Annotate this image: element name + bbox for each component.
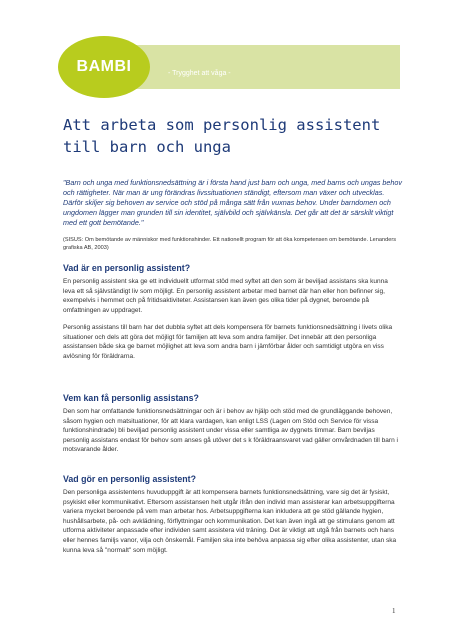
page-title: [63, 114, 403, 158]
section-heading: Vad gör en personlig assistent?: [63, 474, 196, 484]
section-paragraph: En personlig assistent ska ge ett individuellt utformat stöd med syftet att den som är beviljad assistans ska kunna leva ett så självständigt liv som möjligt. En personlig assistent arbetar med barnet där han eller hon befinner sig, exempelvis i hemmet och på fritidsaktiviteter. Assistansen kan även ges olika tider på dygnet, beroende på omfattningen av uppdraget.: [63, 278, 388, 314]
logo-text: BAMBI: [76, 58, 132, 75]
quote-source: (SISUS: Om bemötande av människor med funktionshinder. Ett nationellt program för att öka kompetensen om bemötande. Lenanders grafiska AB, 2003): [63, 237, 397, 252]
title-line-2: till barn och unga: [63, 138, 231, 156]
logo-tagline: - Trygghet att våga -: [168, 70, 231, 77]
section-paragraph: Personlig assistans till barn har det dubbla syftet att dels kompensera för barnets funktionsnedsättning i livets olika situationer och dels att göra det möjligt för familjen att leva som andra familjer. Det innebär att den personliga assistansen både ska ge barnet möjlighet att leva som andra barn i jämförbar ålder och samtidigt utgöra en viss avlösning för föräldrarna.: [63, 324, 393, 360]
title-line-1: Att arbeta som personlig assistent: [63, 116, 381, 134]
section-paragraph: Den personliga assistentens huvuduppgift är att kompensera barnets funktionsnedsättning, vare sig det är fysiskt, psykiskt eller kommunikativt. Eftersom assistansen helt utgår ifrån den individ man assisterar kan arbetsuppgifterna variera mycket beroende på vem man arbetar hos. Arbetsuppgifterna kan inkludera att ge stöd gällande hygien, hushållsarbete, på- och avklädning, förflyttningar och kommunikation. Det kan även ingå att ge stimulans genom att utforma aktiviteter anpassade efter individen samt assistera vid träning. Det är viktigt att utgå från barnets och hans eller hennes familjs vanor, vilja och önskemål. Familjen ska inte behöva anpassa sig efter olika assistenter, utan ska kunna leva så "normalt" som möjligt.: [63, 489, 397, 554]
section-paragraph: Den som har omfattande funktionsnedsättningar och är i behov av hjälp och stöd med de grundläggande behoven, såsom hygien och matsituationer, för att klara vardagen, kan enligt LSS (Lagen om Stöd och Service för vissa funktionshindrade) bli beviljad personlig assistent under vissa eller samtliga av dygnets timmar. Barn beviljas personlig assistans endast för behov som anses gå utöver det s k föräldraansvaret vad gäller omvårdnaden till barn i motsvarande ålder.: [63, 408, 398, 454]
intro-quote: "Barn och unga med funktionsnedsättning är i första hand just barn och unga, med barns och ungas behov och rättigheter. När man är ung förändras livssituationen ständigt, eftersom man växer och utvecklas. Därför skiljer sig behoven av service och stöd på många sätt från vuxnas behov. Under barndomen och ungdomen lägger man grunden till sin identitet, självbild och självkänsla. Det går att det är särskilt viktigt med ett gott bemötande.": [63, 178, 402, 227]
section-heading: Vad är en personlig assistent?: [63, 263, 191, 273]
section-heading: Vem kan få personlig assistans?: [63, 393, 199, 403]
page-number: 1: [392, 607, 396, 615]
bambi-logo: [58, 36, 150, 98]
